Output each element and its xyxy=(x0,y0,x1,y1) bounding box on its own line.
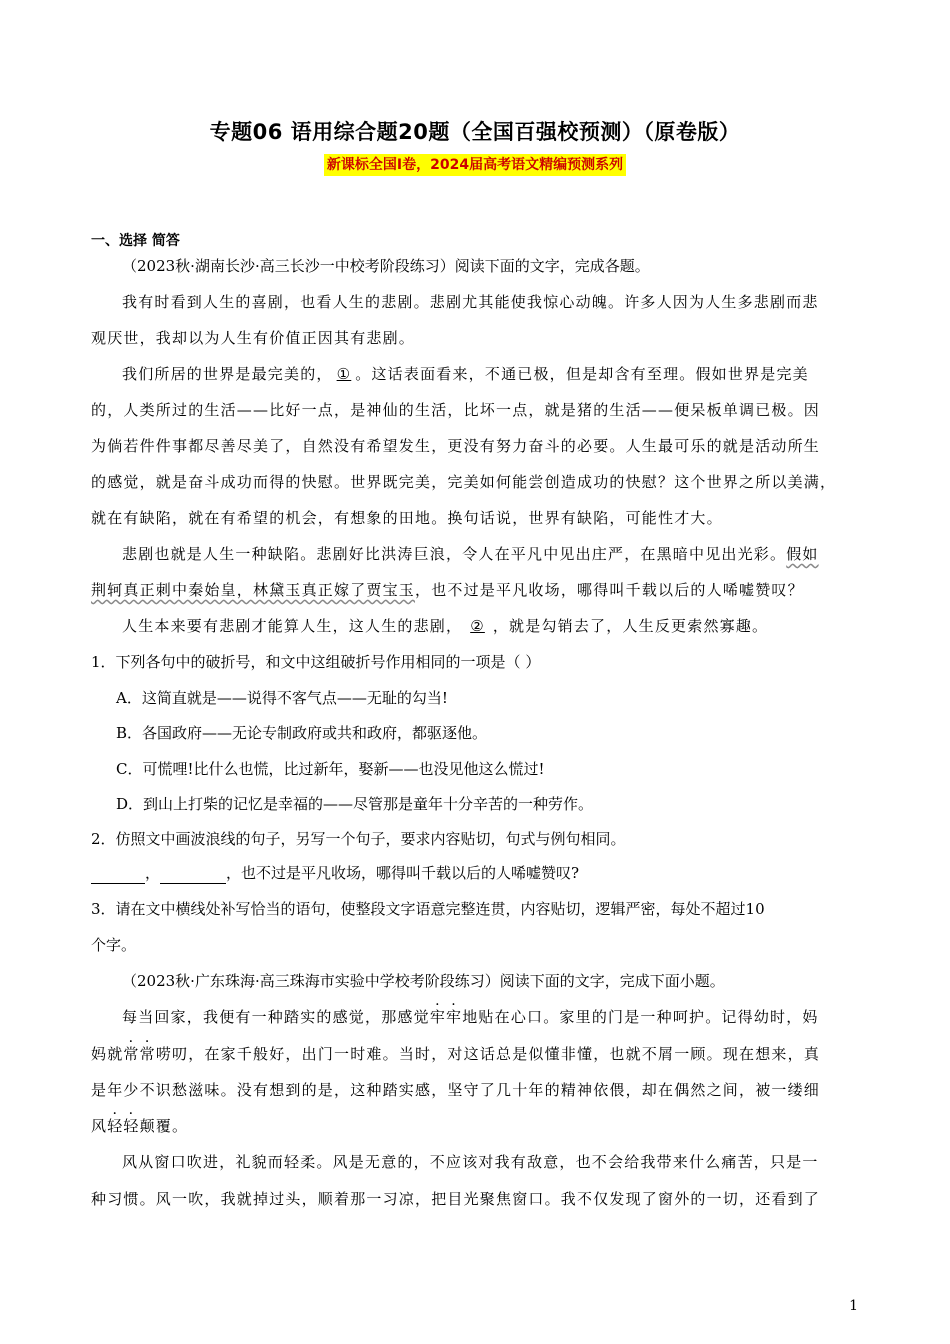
subtitle-banner xyxy=(0,154,950,176)
passage1-p1-line1: 我有时看到人生的喜剧，也看人生的悲剧。悲剧尤其能使我惊心动魄。许多人因为人生多悲剧而悲 xyxy=(122,293,819,311)
text-span: 地贴在心口。家里的门是一种呵护。记得幼时，妈 xyxy=(462,1008,819,1026)
question-2-answer-line xyxy=(91,862,861,884)
passage1-p2-line3: 为倘若件件事都尽善尽美了，自然没有希望发生，更没有努力奋斗的必要。人生最可乐的就是活动所生 xyxy=(91,437,821,455)
passage1-p2-line4: 的感觉，就是奋斗成功而得的快慰。世界既完美，完美如何能尝创造成功的快慰？这个世界之所以美满， xyxy=(91,473,837,491)
text-span: 妈就 xyxy=(91,1045,124,1063)
text-span: 人生本来要有悲剧才能算人生，这人生的悲剧， xyxy=(122,617,463,635)
passage1-p2-line1 xyxy=(122,363,892,385)
text-span: ，就是勾销去了，人生反更索然寡趣。 xyxy=(492,617,769,635)
passage2-p1-line4 xyxy=(91,1115,861,1137)
passage2-p1-line1 xyxy=(122,1006,892,1028)
document-title: 专题06 语用综合题20题（全国百强校预测）（原卷版） xyxy=(209,120,741,144)
question-2: 2．仿照文中画波浪线的句子，另写一个句子，要求内容贴切，句式与例句相同。 xyxy=(91,830,626,848)
passage2-p2-line2: 种习惯。风一吹，我就掉过头，顺着那一习凉，把目光聚焦窗口。我不仅发现了窗外的一切，还看到了 xyxy=(91,1190,821,1208)
q1-option-a: A．这简直就是——说得不客气点——无耻的勾当! xyxy=(116,689,448,707)
passage1-p3-line2 xyxy=(91,579,861,601)
emphasis-char: 牢 xyxy=(429,1008,447,1026)
text-span: 悲剧也就是人生一种缺陷。悲剧好比洪涛巨浪，令人在平凡中见出庄严，在黑暗中见出光彩。 xyxy=(122,545,787,563)
passage1-p3-line1 xyxy=(122,543,892,565)
wavy-sentence: 荆轲真正刺中秦始皇，林黛玉真正嫁了贾宝玉 xyxy=(91,581,416,599)
text-span: 。这话表面看来，不通已极，但是却含有至理。假如世界是完美 xyxy=(355,365,809,383)
text-span: 我们所居的世界是最完美的， xyxy=(122,365,333,383)
question-1: 1．下列各句中的破折号，和文中这组破折号作用相同的一项是（ ） xyxy=(91,653,541,671)
text-span: 颠覆。 xyxy=(139,1117,189,1135)
passage1-p1-line2: 观厌世，我却以为人生有价值正因其有悲剧。 xyxy=(91,329,416,347)
q1-option-c: C．可慌哩!比什么也慌，比过新年，娶新——也没见他这么慌过! xyxy=(116,760,545,778)
subtitle-highlight: 新课标全国Ⅰ卷，2024届高考语文精编预测系列 xyxy=(324,154,626,176)
passage2-p1-line2 xyxy=(91,1043,861,1065)
text-span: ，也不过是平凡收场，哪得叫千载以后的人唏嘘赞叹？ xyxy=(415,581,804,599)
emphasis-char: 轻 xyxy=(107,1117,124,1135)
passage2-source: （2023秋·广东珠海·高三珠海市实验中学校考阶段练习）阅读下面的文字，完成下面小题。 xyxy=(122,972,725,990)
passage1-source: （2023秋·湖南长沙·高三长沙一中校考阶段练习）阅读下面的文字，完成各题。 xyxy=(122,257,650,275)
page-number: 1 xyxy=(849,1298,858,1314)
question-3-line2: 个字。 xyxy=(91,936,137,954)
emphasis-char: 常 xyxy=(139,1045,156,1063)
question-3-line1: 3．请在文中横线处补写恰当的语句，使整段文字语意完整连贯，内容贴切，逻辑严密，每处不超过10 xyxy=(91,900,765,918)
wavy-sentence: 假如 xyxy=(786,545,819,563)
blank-2: ② xyxy=(470,617,485,635)
passage1-p4 xyxy=(122,615,892,637)
text-span: 唠叨，在家千般好，出门一时难。当时，对这话总是似懂非懂，也就不屑一顾。现在想来，真 xyxy=(155,1045,821,1063)
emphasis-char: 牢 xyxy=(446,1008,463,1026)
emphasis-char: 常 xyxy=(123,1045,140,1063)
passage2-p2-line1: 风从窗口吹进，礼貌而轻柔。风是无意的，不应该对我有敌意，也不会给我带来什么痛苦，只是一 xyxy=(122,1153,819,1171)
answer-blank[interactable] xyxy=(160,867,226,884)
passage1-p2-line5: 就在有缺陷，就在有希望的机会，有想象的田地。换句话说，世界有缺陷，可能性才大。 xyxy=(91,509,723,527)
blank-1: ① xyxy=(336,365,352,383)
text-span: 风 xyxy=(91,1117,108,1135)
text-span: ， xyxy=(145,864,161,882)
section-heading: 一、选择 简答 xyxy=(91,233,180,249)
text-span: 每当回家，我便有一种踏实的感觉，那感觉 xyxy=(122,1008,430,1026)
passage1-p2-line2: 的，人类所过的生活——比好一点，是神仙的生活，比坏一点，就是猪的生活——便呆板单调已极。因 xyxy=(91,401,821,419)
passage2-p1-line3: 是年少不识愁滋味。没有想到的是，这种踏实感，坚守了几十年的精神依偎，却在偶然之间，被一缕细 xyxy=(91,1081,821,1099)
text-span: ，也不过是平凡收场，哪得叫千载以后的人唏嘘赞叹? xyxy=(226,864,580,882)
answer-blank[interactable] xyxy=(91,867,145,884)
emphasis-char: 轻 xyxy=(123,1117,140,1135)
q1-option-b: B．各国政府——无论专制政府或共和政府，都驱逐他。 xyxy=(116,724,488,742)
q1-option-d: D．到山上打柴的记忆是幸福的——尽管那是童年十分辛苦的一种劳作。 xyxy=(116,795,594,813)
